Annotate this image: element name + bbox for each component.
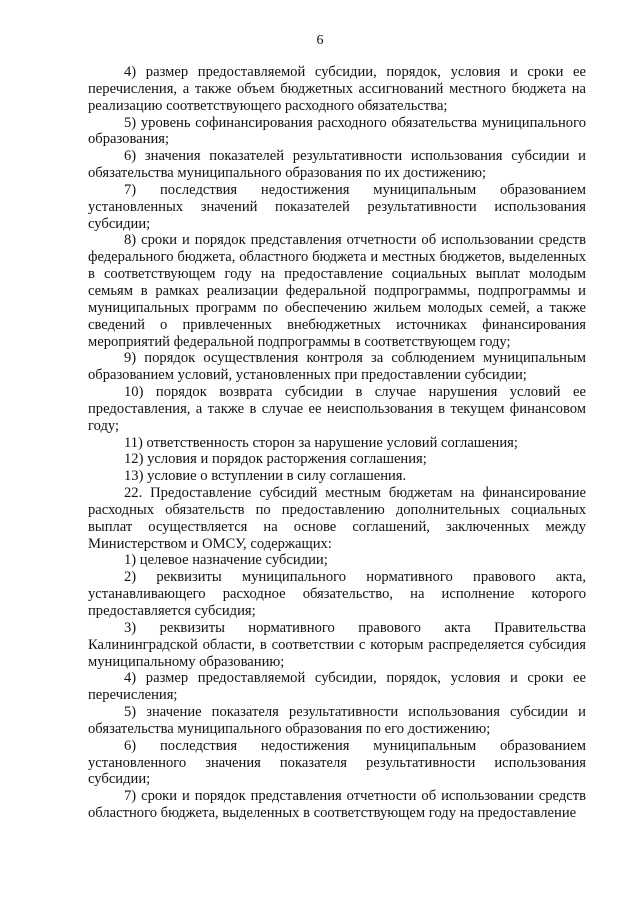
paragraph: 10) порядок возврата субсидии в случае нарушения условий ее предоставления, а также в случае ее неиспользования в текущем финансовом году; [88, 384, 586, 434]
paragraph: 7) последствия недостижения муниципальным образованием установленных значений показателей результативности использования субсидии; [88, 181, 586, 232]
paragraph: 22. Предоставление субсидий местным бюджетам на финансирование расходных обязательств по предоставлению дополнительных социальных выплат осуществляется на основе соглашений, заключенных между Министерством и ОМСУ, содержащих: [88, 485, 586, 552]
paragraph: 12) условия и порядок расторжения соглашения; [124, 451, 427, 468]
paragraph: 6) последствия недостижения муниципальным образованием установленного значения показателя результативности использования субсидии; [88, 737, 586, 788]
paragraph: 11) ответственность сторон за нарушение условий соглашения; [124, 434, 518, 451]
paragraph: 3) реквизиты нормативного правового акта Правительства Калининградской области, в соответствии с которым распределяется субсидия муниципальному образованию; [88, 619, 586, 670]
paragraph: 9) порядок осуществления контроля за соблюдением муниципальным образованием условий, установленных при предоставлении субсидии; [88, 350, 586, 384]
paragraph: 6) значения показателей результативности использования субсидии и обязательства муниципального образования по их достижению; [88, 148, 586, 182]
paragraph: 8) сроки и порядок представления отчетности об использовании средств федерального бюджета, областного бюджета и местных бюджетов, выделенных в соответствующем году на предоставление социальных выплат молодым семьям в рамках реализации федеральной подпрограммы, подпрограммы и муниципальных программ по обеспечению жильем молодых семей, а также сведений о привлеченных внебюджетных источниках финансирования мероприятий федеральной подпрограммы в соответствующем году; [88, 232, 586, 350]
paragraph: 4) размер предоставляемой субсидии, порядок, условия и сроки ее перечисления, а также объем бюджетных ассигнований местного бюджета на реализацию соответствующего расходного обязательства; [88, 64, 586, 114]
paragraph: 7) сроки и порядок представления отчетности об использовании средств областного бюджета, выделенных в соответствующем году на предоставление [88, 788, 586, 822]
document-body [88, 64, 586, 822]
paragraph: 5) уровень софинансирования расходного обязательства муниципального образования; [88, 114, 586, 148]
paragraph: 5) значение показателя результативности использования субсидии и обязательства муниципального образования по его достижению; [88, 704, 586, 737]
page-number: 6 [316, 33, 324, 48]
paragraph: 2) реквизиты муниципального нормативного правового акта, устанавливающего расходное обязательство, на исполнение которого предоставляется субсидия; [88, 569, 586, 619]
paragraph: 1) целевое назначение субсидии; [124, 552, 328, 569]
paragraph: 4) размер предоставляемой субсидии, порядок, условия и сроки ее перечисления; [88, 670, 586, 704]
paragraph: 13) условие о вступлении в силу соглашения. [124, 468, 407, 485]
